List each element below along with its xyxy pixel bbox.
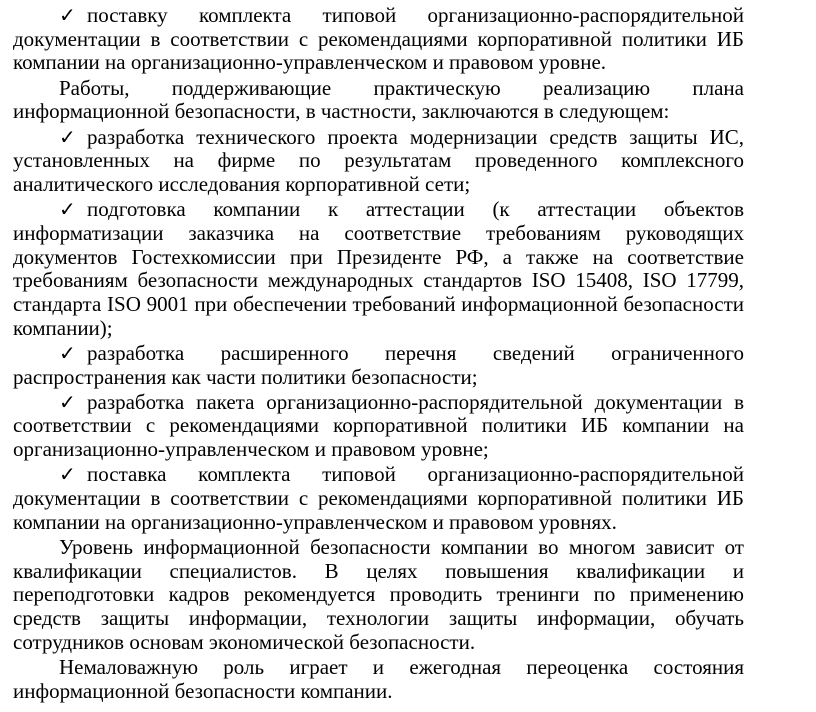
checkmark-icon: ✓ xyxy=(59,3,76,27)
bullet-paragraph xyxy=(13,198,744,340)
paragraph-text: поставку комплекта типовой организационно-распорядительной документации в соответствии с рекомендациями корпоративной политики ИБ компании на организационно-управленческом и правовом уровне. xyxy=(13,3,744,75)
bullet-paragraph xyxy=(13,126,744,197)
bullet-paragraph xyxy=(13,4,744,75)
paragraph-text: Уровень информационной безопасности компании во многом зависит от квалификации специалистов. В целях повышения квалификации и переподготовки кадров рекомендуется проводить тренинги по применению средств защиты информации, технологии защиты информации, обучать сотрудников основам экономической безопасности. xyxy=(13,534,744,654)
paragraph-text: разработка технического проекта модернизации средств защиты ИС, установленных на фирме по результатам проведенного комплексного аналитического исследования корпоративной сети; xyxy=(13,124,744,196)
bullet-paragraph xyxy=(13,342,744,389)
checkmark-icon: ✓ xyxy=(59,124,76,149)
paragraph-text: разработка расширенного перечня сведений ограниченного распространения как части политики безопасности; xyxy=(13,340,744,389)
paragraph-text: подготовка компании к аттестации (к аттестации объектов информатизации заказчика на соответствие требованиям руководящих документов Гостехкомиссии при Президенте РФ, а также на соответствие требованиям безопасности международных стандартов ISO 15408, ISO 17799, стандарта ISO 9001 при обеспечении требований информационной безопасности компании); xyxy=(13,197,744,340)
bullet-paragraph xyxy=(13,463,744,534)
checkmark-icon: ✓ xyxy=(59,340,76,365)
paragraph xyxy=(13,656,744,703)
checkmark-icon: ✓ xyxy=(59,389,76,414)
bullet-paragraph xyxy=(13,391,744,462)
paragraph-text: Работы, поддерживающие практическую реализацию плана информационной безопасности, в частности, заключаются в следующем: xyxy=(13,75,744,124)
paragraph-text: разработка пакета организационно-распорядительной документации в соответствии с рекомендациями корпоративной политики ИБ компании на организационно-управленческом и правовом уровне; xyxy=(13,389,744,462)
paragraph-text: Немаловажную роль играет и ежегодная переоценка состояния информационной безопасности компании. xyxy=(13,654,744,703)
paragraph xyxy=(13,77,744,124)
paragraph xyxy=(13,536,744,655)
checkmark-icon: ✓ xyxy=(59,197,76,222)
checkmark-icon: ✓ xyxy=(59,462,76,487)
paragraph-text: поставка комплекта типовой организационно-распорядительной документации в соответствии с рекомендациями корпоративной политики ИБ компании на организационно-управленческом и правовом уровнях. xyxy=(13,462,744,534)
